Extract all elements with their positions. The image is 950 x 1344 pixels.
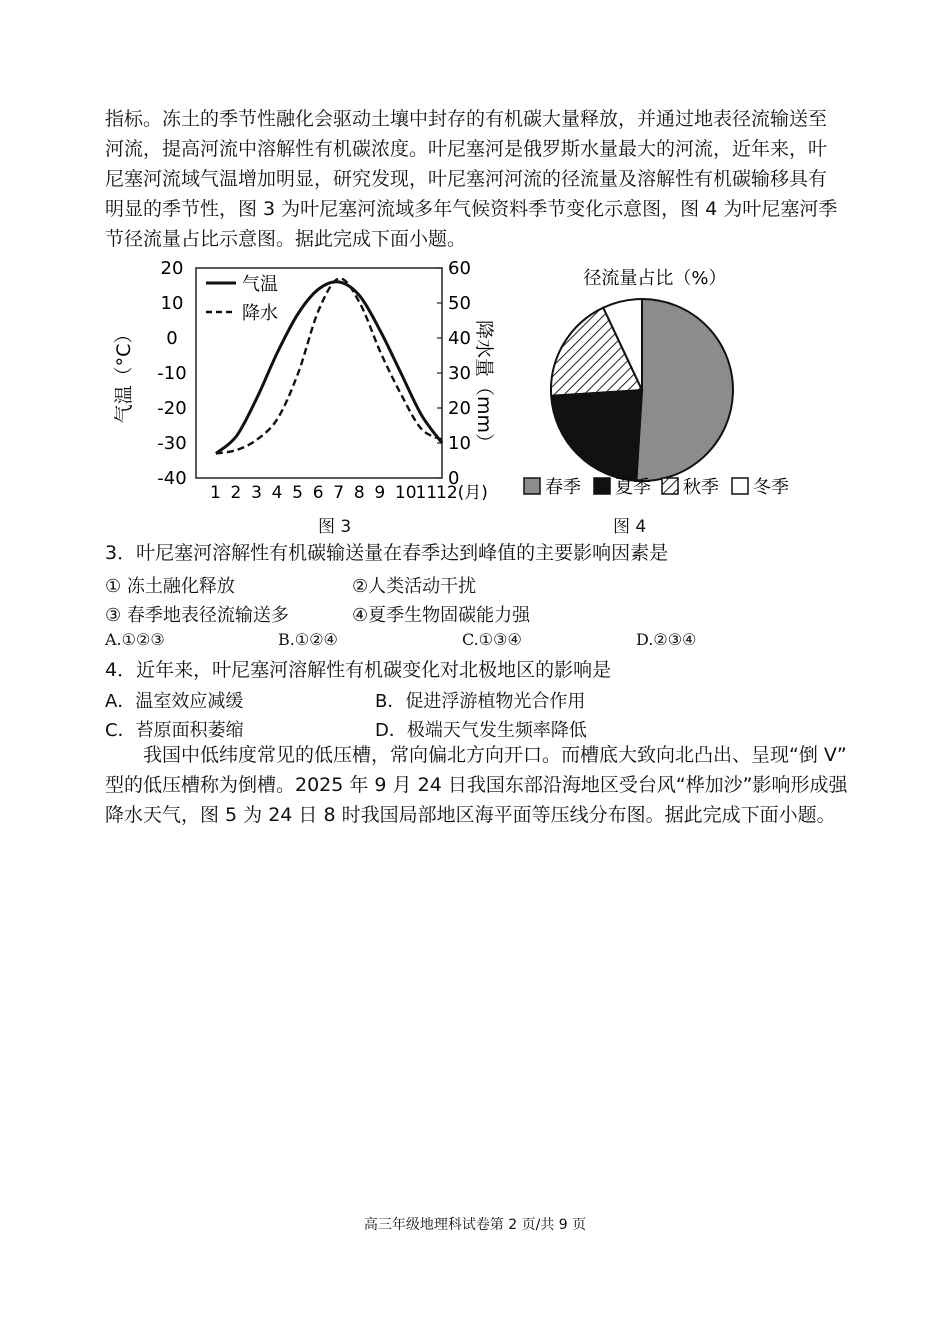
legend-temp-label: 气温 <box>242 274 278 295</box>
y-right-tick-label: 20 <box>448 398 471 419</box>
outro-line: 我国中低纬度常见的低压槽，常向偏北方向开口。而槽底大致向北凸出、呈现“倒 V” <box>143 744 847 766</box>
x-tick-label: 9 <box>374 483 386 503</box>
x-tick-label: 4 <box>271 483 283 503</box>
q4-choice-d[interactable]: D．极端天气发生频率降低 <box>375 720 587 741</box>
q3-choice-c[interactable]: C.①③④ <box>462 630 522 649</box>
intro-paragraph <box>105 104 865 254</box>
legend-swatch-秋季 <box>662 478 678 494</box>
y-left-tick-label: 0 <box>166 328 178 349</box>
legend-swatch-春季 <box>524 478 540 494</box>
q3-choice-d[interactable]: D.②③④ <box>636 630 697 649</box>
y-left-tick-label: -40 <box>157 468 187 489</box>
legend-label-春季: 春季 <box>545 477 581 498</box>
page-footer: 高三年级地理科试卷第 2 页/共 9 页 <box>363 1217 587 1233</box>
q3-choice-b[interactable]: B.①②④ <box>278 630 338 649</box>
outro-line: 降水天气，图 5 为 24 日 8 时我国局部地区海平面等压线分布图。据此完成下面小题。 <box>105 804 836 826</box>
figure-4-caption: 图 4 <box>613 517 647 537</box>
x-tick-label: 8 <box>353 483 365 503</box>
intro-line: 尼塞河流域气温增加明显，研究发现，叶尼塞河河流的径流量及溶解性有机碳输移具有 <box>105 168 828 190</box>
y-left-tick-label: -10 <box>157 363 187 384</box>
q4-choice-b[interactable]: B．促进浮游植物光合作用 <box>375 691 586 712</box>
legend-prec-label: 降水 <box>242 303 278 324</box>
legend-label-秋季: 秋季 <box>683 477 719 498</box>
outro-paragraph <box>105 740 865 830</box>
q4-choice-a[interactable]: A．温室效应减缓 <box>105 691 244 712</box>
intro-line: 节径流量占比示意图。据此完成下面小题。 <box>105 228 467 250</box>
outro-line: 型的低压槽称为倒槽。2025 年 9 月 24 日我国东部沿海地区受台风“桦加沙”影响形成强 <box>105 774 848 796</box>
y-right-tick-label: 30 <box>448 363 471 384</box>
y-left-tick-label: 10 <box>160 293 184 314</box>
q3-stem <box>105 538 865 568</box>
y-right-axis-label: 降水量（mm） <box>473 319 495 453</box>
q4-stem <box>105 655 865 685</box>
x-tick-label: 3 <box>251 483 262 503</box>
q4-stem-text: 4．近年来，叶尼塞河溶解性有机碳变化对北极地区的影响是 <box>105 659 612 681</box>
x-tick-label: 6 <box>312 483 324 503</box>
x-tick-label: 7 <box>333 483 345 503</box>
plot-frame <box>196 268 442 478</box>
x-tick-label: 10 <box>394 483 417 503</box>
pie-title: 径流量占比（%） <box>583 268 727 289</box>
x-tick-label: 5 <box>292 483 304 503</box>
q4-choice-c[interactable]: C．苔原面积萎缩 <box>105 720 244 741</box>
y-left-tick-label: 20 <box>160 258 184 279</box>
y-left-tick-label: -30 <box>157 433 187 454</box>
pie-slice-夏季 <box>551 390 642 481</box>
intro-line: 河流，提高河流中溶解性有机碳浓度。叶尼塞河是俄罗斯水量最大的河流，近年来，叶 <box>105 138 828 160</box>
q3-item-3: ③ 春季地表径流输送多 <box>105 605 289 626</box>
q3-stem-text: 3．叶尼塞河溶解性有机碳输送量在春季达到峰值的主要影响因素是 <box>105 542 669 564</box>
legend-label-冬季: 冬季 <box>753 477 789 498</box>
figure-3-climate-chart <box>110 250 495 510</box>
y-right-tick-label: 0 <box>448 468 460 489</box>
y-right-tick-label: 10 <box>448 433 471 454</box>
intro-line: 指标。冻土的季节性融化会驱动土壤中封存的有机碳大量释放，并通过地表径流输送至 <box>105 108 828 130</box>
y-left-tick-label: -20 <box>157 398 187 419</box>
y-right-tick-label: 40 <box>448 328 471 349</box>
figure-3-caption: 图 3 <box>318 517 352 537</box>
y-right-tick-label: 50 <box>448 293 471 314</box>
q3-item-4: ④夏季生物固碳能力强 <box>352 605 531 626</box>
q3-choice-a[interactable]: A.①②③ <box>105 630 165 649</box>
intro-line: 明显的季节性，图 3 为叶尼塞河流域多年气候资料季节变化示意图，图 4 为叶尼塞河季 <box>105 198 838 220</box>
x-tick-label: 11 <box>415 483 438 503</box>
y-left-axis-label: 气温（°C） <box>113 324 135 424</box>
figure-4-runoff-pie <box>510 260 810 505</box>
legend-swatch-冬季 <box>732 478 748 494</box>
q3-item-2: ②人类活动干扰 <box>352 576 477 597</box>
legend-label-夏季: 夏季 <box>615 477 651 498</box>
pie-slice-春季 <box>636 299 733 481</box>
y-right-tick-label: 60 <box>448 258 471 279</box>
x-tick-label: 2 <box>230 483 242 503</box>
legend-swatch-夏季 <box>594 478 610 494</box>
x-tick-label: 12(月) <box>436 483 488 503</box>
q3-item-1: ① 冻土融化释放 <box>105 576 235 597</box>
x-tick-label: 1 <box>210 483 221 503</box>
